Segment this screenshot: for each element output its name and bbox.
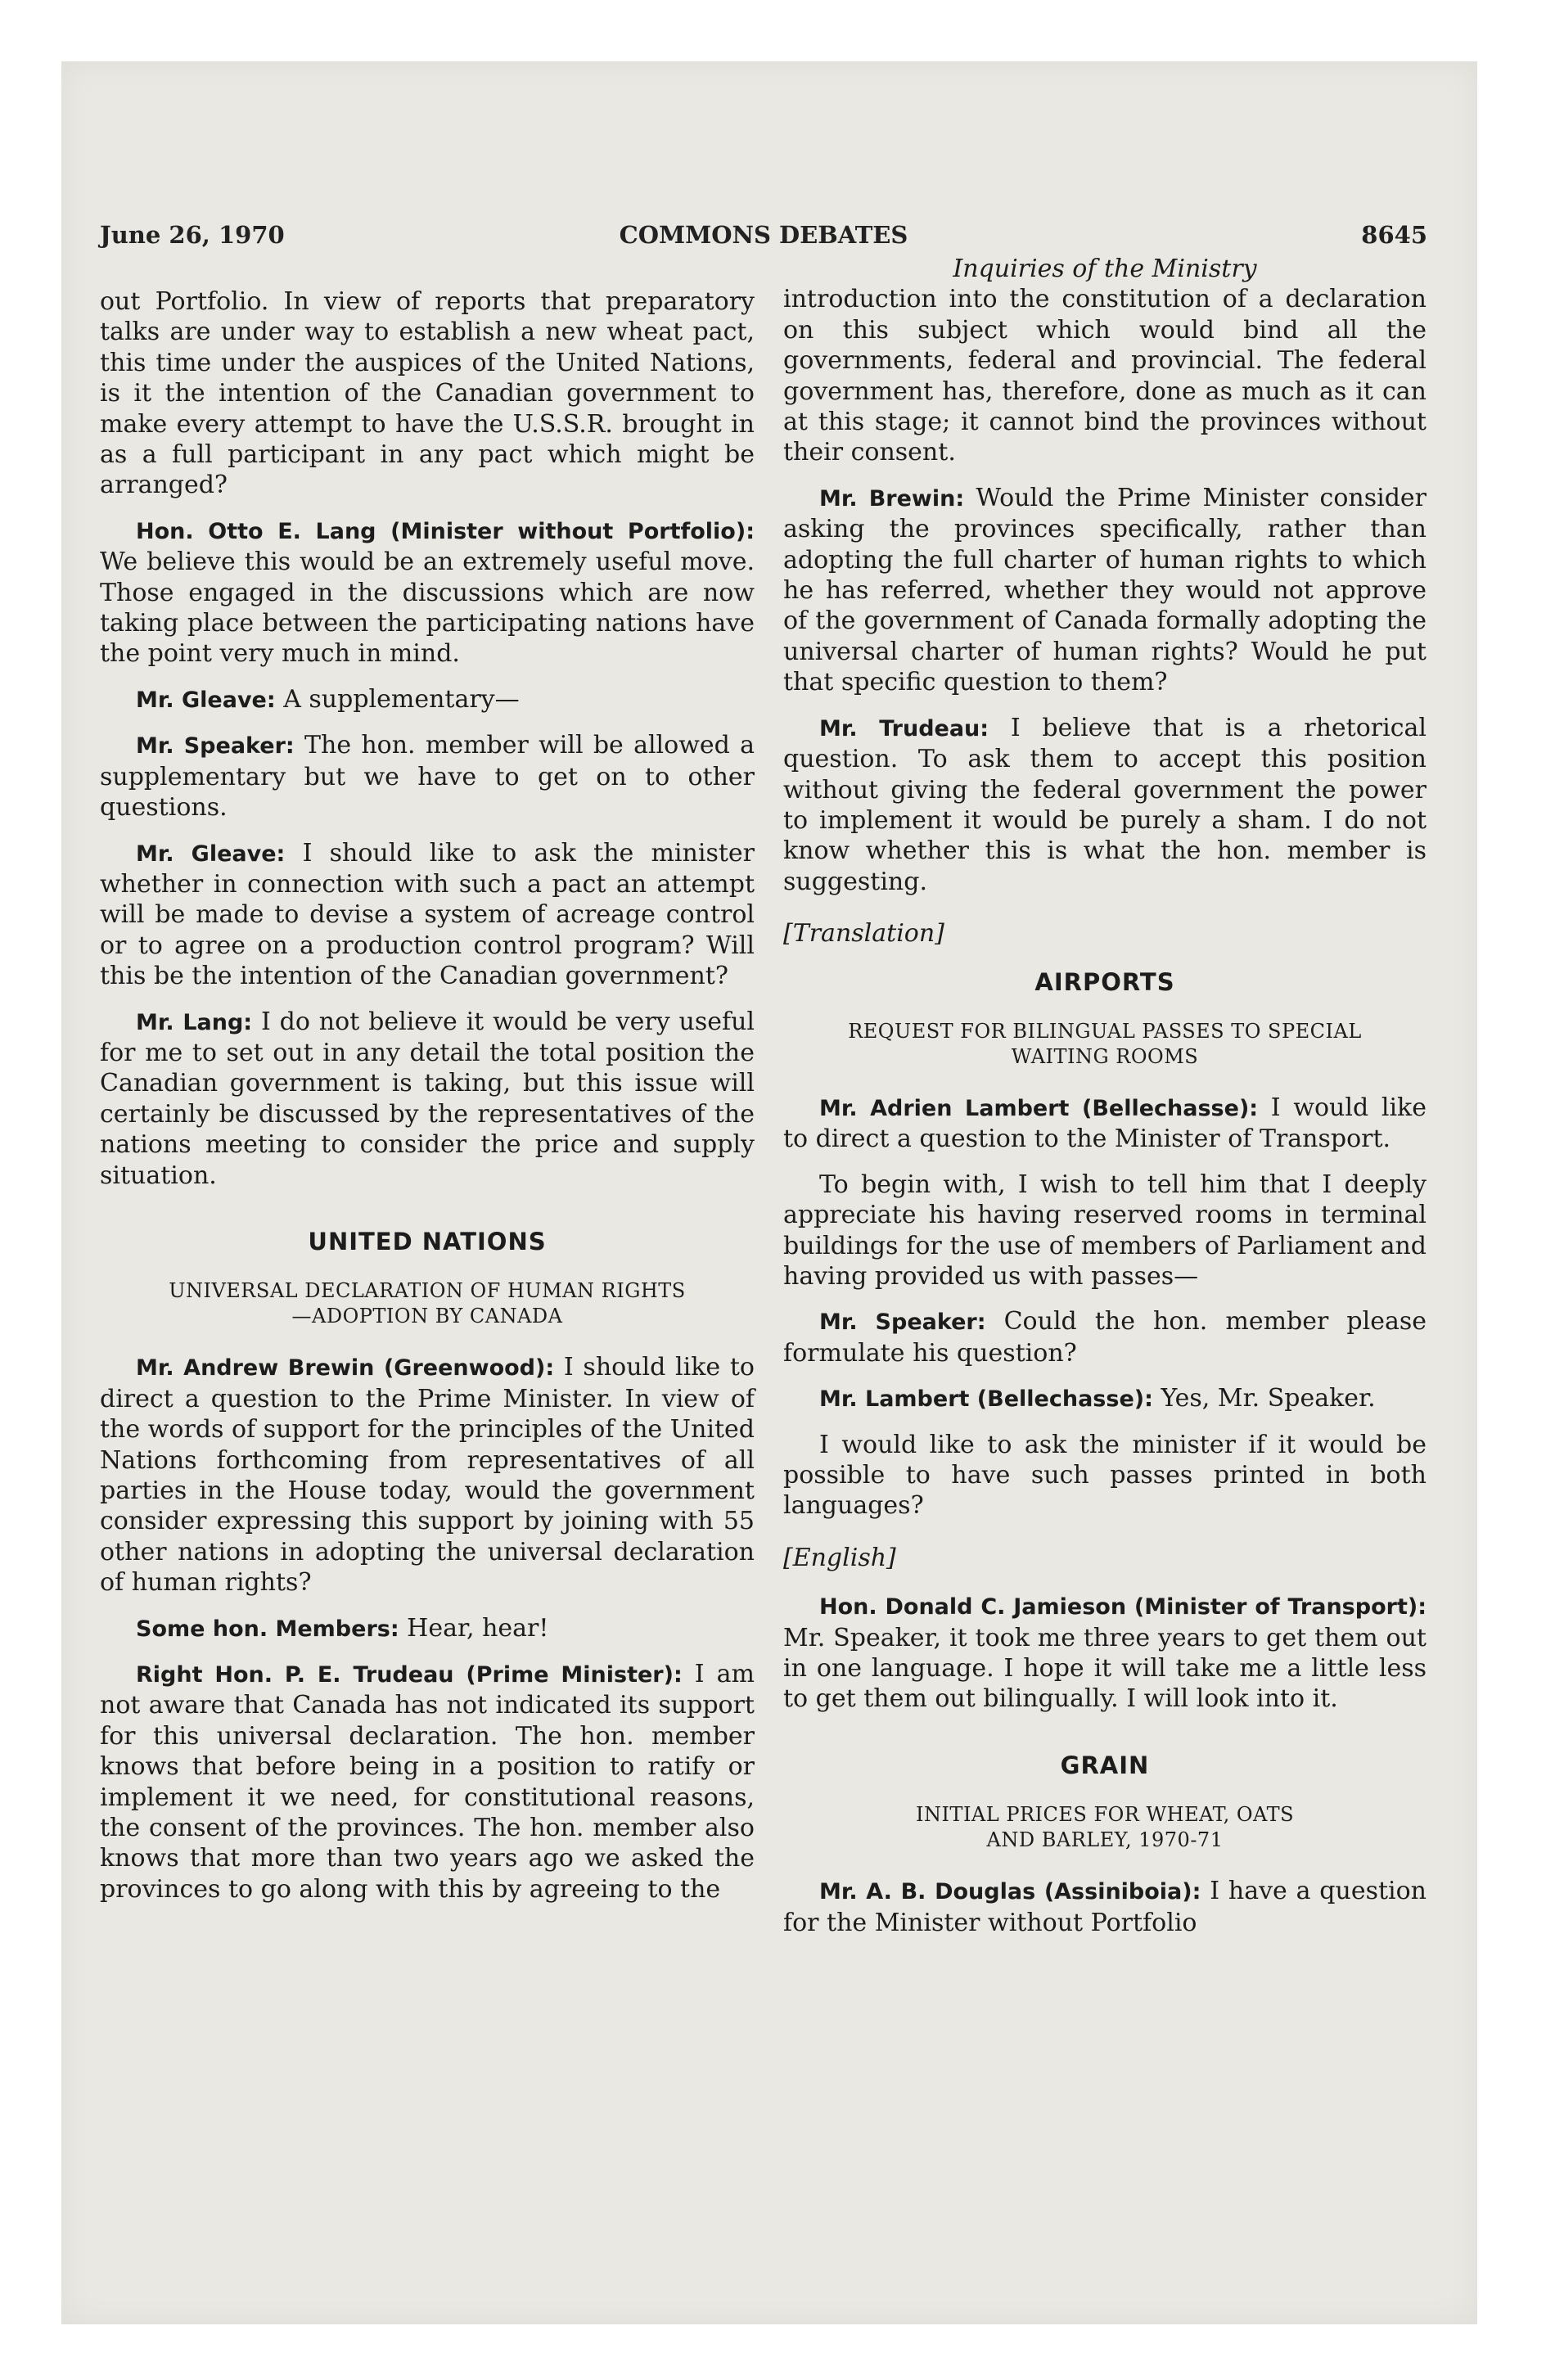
section-heading: GRAIN — [1060, 1751, 1150, 1779]
subheading-line: AND BARLEY, 1970-71 — [986, 1828, 1224, 1852]
speech-text: A supplementary— — [275, 684, 520, 714]
speech-text: The hon. member will be allowed a supplementary but we have to get on to other questions. — [100, 731, 755, 823]
left-column — [100, 286, 755, 1919]
running-head: Inquiries of the Ministry — [953, 255, 1257, 283]
speech-text: I should like to ask the minister whether in connection with such a pact an attempt will be made to devise a system of acreage control or to agree on a production control program? Will this be the intention of the Canadian government? — [100, 838, 755, 991]
subheading-line: INITIAL PRICES FOR WHEAT, OATS — [915, 1803, 1295, 1827]
speaker-name: Mr. Speaker: — [136, 733, 295, 760]
speech-text: Hear, hear! — [399, 1613, 549, 1643]
speech-text: I should like to direct a question to the Prime Minister. In view of the words of support for the principles of the United Nations forthcoming from representatives of all parties in the House today, would the government consider expressing this support by joining with 55 other nations in adopting the universal declaration of human rights? — [100, 1353, 755, 1598]
paragraph — [783, 713, 1427, 897]
section-heading: UNITED NATIONS — [308, 1227, 547, 1255]
speech-text: I believe that is a rhetorical question. To ask them to accept this position without giving the federal government the power to implement it would be purely a sham. I do not know whether this is what the hon. member is suggesting. — [783, 713, 1427, 896]
paragraph — [783, 1306, 1427, 1368]
header-page-number: 8645 — [1361, 221, 1427, 249]
paragraph — [783, 1383, 1427, 1414]
subheading-line: —ADOPTION BY CANADA — [291, 1305, 563, 1328]
speech-text: Would the Prime Minister consider asking the provinces specifically, rather than adopting the full charter of human rights to which he has referred, whether they would not approve of the government of Canada formally adopting the universal charter of human rights? Would he put that specific question to them? — [783, 483, 1427, 697]
subheading — [783, 1019, 1427, 1070]
section-heading: AIRPORTS — [1034, 967, 1175, 996]
speaker-name: Mr. A. B. Douglas (Assiniboia): — [819, 1879, 1201, 1905]
paragraph: introduction into the constitution of a declaration on this subject which would bind all the governments, federal and provincial. The federal government has, therefore, done as much as it can at this stage; it cannot bind the provinces without their consent. — [783, 285, 1427, 467]
speaker-name: Mr. Brewin: — [819, 485, 965, 512]
speaker-name: Mr. Adrien Lambert (Bellechasse): — [819, 1095, 1259, 1121]
paragraph — [783, 1876, 1427, 1938]
speaker-name: Some hon. Members: — [136, 1616, 399, 1642]
speech-text: Mr. Speaker, it took me three years to get them out in one language. I hope it will take me a little less to get them out bilingually. I will look into it. — [783, 1623, 1427, 1714]
language-tag: [English] — [783, 1543, 896, 1572]
speech-text: We believe this would be an extremely useful move. Those engaged in the discussions which are now taking place between the participating nations have the point very much in mind. — [100, 548, 755, 669]
speaker-name: Mr. Gleave: — [136, 687, 276, 713]
paragraph — [783, 1093, 1427, 1155]
paragraph: To begin with, I wish to tell him that I deeply appreciate his having reserved rooms in terminal buildings for the use of members of Parliament and having provided us with passes— — [783, 1170, 1427, 1291]
subheading-line: UNIVERSAL DECLARATION OF HUMAN RIGHTS — [169, 1279, 686, 1303]
paragraph — [100, 1659, 755, 1904]
right-column — [783, 254, 1427, 1953]
subheading-line: WAITING ROOMS — [1011, 1044, 1199, 1068]
paragraph — [100, 1613, 755, 1644]
speaker-name: Mr. Lambert (Bellechasse): — [819, 1386, 1153, 1413]
paragraph — [100, 730, 755, 823]
subheading — [100, 1278, 755, 1329]
speaker-name: Right Hon. P. E. Trudeau (Prime Minister): — [136, 1662, 683, 1688]
paragraph — [100, 838, 755, 992]
speech-text: I would like to direct a question to the Minister of Transport. — [783, 1093, 1427, 1154]
speech-text: I have a question for the Minister without Portfolio — [783, 1877, 1427, 1937]
paragraph — [783, 483, 1427, 698]
paragraph — [783, 1591, 1427, 1715]
header-date: June 26, 1970 — [100, 221, 285, 249]
language-tag: [Translation] — [783, 919, 944, 949]
paragraph — [100, 684, 755, 715]
paragraph: I would like to ask the minister if it would be possible to have such passes printed in both languages? — [783, 1430, 1427, 1521]
speech-text: I do not believe it would be very useful for me to set out in any detail the total position the Canadian government is taking, but this issue will certainly be discussed by the representatives of the nations meeting to consider the price and supply situation. — [100, 1007, 755, 1190]
speech-text: I am not aware that Canada has not indicated its support for this universal declaration. The hon. member knows that before being in a position to ratify or implement it we need, for constitutional reasons, the consent of the provinces. The hon. member also knows that more than two years ago we asked the provinces to go along with this by agreeing to the — [100, 1660, 755, 1904]
speaker-name: Hon. Donald C. Jamieson (Minister of Transport): — [819, 1594, 1427, 1620]
subheading — [783, 1802, 1427, 1853]
header-title: COMMONS DEBATES — [619, 221, 908, 249]
subheading-line: REQUEST FOR BILINGUAL PASSES TO SPECIAL — [848, 1019, 1362, 1043]
speaker-name: Mr. Andrew Brewin (Greenwood): — [136, 1355, 555, 1382]
speaker-name: Mr. Gleave: — [136, 841, 286, 867]
speech-text: Yes, Mr. Speaker. — [1152, 1384, 1376, 1413]
paragraph — [100, 1352, 755, 1598]
speaker-name: Mr. Lang: — [136, 1009, 253, 1035]
speech-text: Could the hon. member please formulate his question? — [783, 1307, 1427, 1368]
speaker-name: Hon. Otto E. Lang (Minister without Portfolio): — [136, 518, 755, 544]
paragraph: out Portfolio. In view of reports that preparatory talks are under way to establish a new wheat pact, this time under the auspices of the United Nations, is it the intention of the Canadian government to make every attempt to have the U.S.S.R. brought in as a full participant in any pact which might be arranged? — [100, 287, 755, 500]
paragraph — [100, 516, 755, 669]
speaker-name: Mr. Trudeau: — [819, 715, 989, 741]
speaker-name: Mr. Speaker: — [819, 1309, 986, 1336]
paragraph — [100, 1007, 755, 1191]
